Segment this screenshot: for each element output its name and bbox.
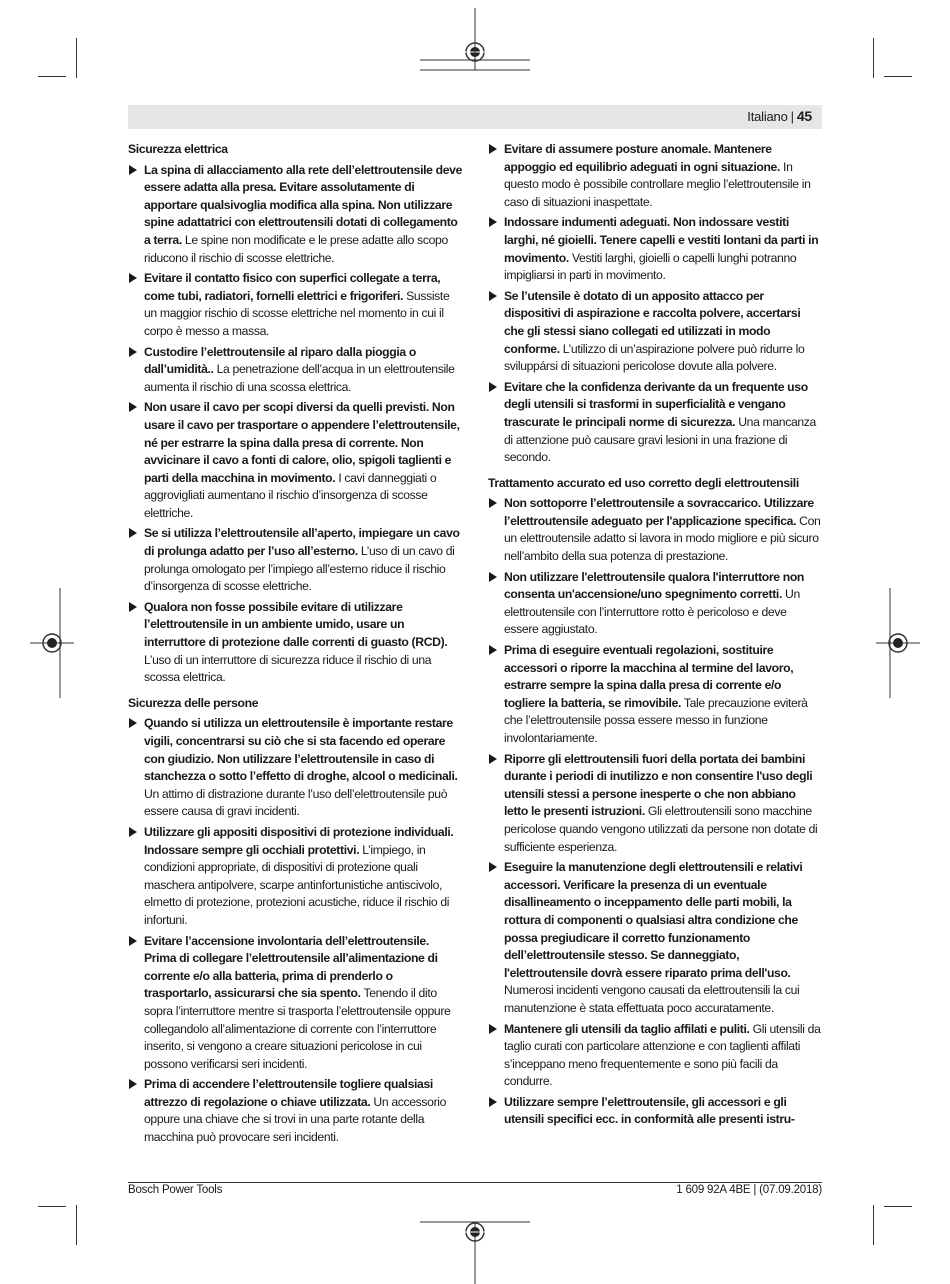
safety-instruction-item <box>128 933 462 1074</box>
crop-mark <box>76 1205 77 1245</box>
instruction-explanation: Vestiti larghi, gioielli o capelli lunghi potranno impigliarsi in parti in movimento. <box>504 250 797 283</box>
triangle-bullet-icon <box>129 402 137 412</box>
instruction-explanation: Un attimo di distrazione durante l’uso dell’elettroutensile può essere causa di gravi incidenti. <box>144 786 448 819</box>
instruction-heading: Utilizzare sempre l’elettroutensile, gli accessori e gli utensili specifici ecc. in conformità alle presenti istru- <box>504 1094 795 1127</box>
safety-instruction-item <box>128 599 462 687</box>
instruction-heading: Se l’utensile è dotato di un apposito attacco per dispositivi di aspirazione e raccolta polvere, accertarsi che gli stessi siano collegati ed utilizzati in modo conforme. <box>504 288 801 356</box>
instruction-heading: Prima di eseguire eventuali regolazioni, sostituire accessori o riporre la macchina al termine del lavoro, estrarre sempre la spina dalla presa di corrente e/o togliere la batteria, se rimovibile. <box>504 643 794 710</box>
triangle-bullet-icon <box>489 862 497 872</box>
tool-use-care-list <box>488 495 822 1129</box>
safety-instruction-item <box>488 379 822 467</box>
instruction-heading: Evitare che la confidenza derivante da un frequente uso degli utensili si trasformi in superficialità e vengano trascurate le principali norme di sicurezza. <box>504 379 808 429</box>
safety-instruction-item <box>128 344 462 397</box>
triangle-bullet-icon <box>129 602 137 612</box>
triangle-bullet-icon <box>129 1079 137 1089</box>
instruction-heading: Evitare l’accensione involontaria dell’elettroutensile. Prima di collegare l’elettroutensile all’alimentazione di corrente e/o alla batteria, prima di prenderlo o trasportarlo, assicurarsi che sia spento. <box>144 933 438 1001</box>
safety-instruction-item <box>488 1021 822 1091</box>
page-header-text <box>747 108 812 124</box>
instruction-explanation: L’uso di un cavo di prolunga omologato per l’impiego all’esterno riduce il rischio d’insorgenza di scosse elettriche. <box>144 544 455 594</box>
triangle-bullet-icon <box>489 1097 497 1107</box>
instruction-explanation: L’utilizzo di un’aspirazione polvere può ridurre lo sviluppársi di situazioni pericolose dovute alla polvere. <box>504 341 805 374</box>
triangle-bullet-icon <box>129 273 137 283</box>
page-number: 45 <box>796 108 812 124</box>
crop-mark <box>873 1205 874 1245</box>
instruction-explanation: Sussiste un maggior rischio di scosse elettriche nel momento in cui il corpo è messo a massa. <box>144 288 450 338</box>
left-column <box>128 141 462 1150</box>
triangle-bullet-icon <box>489 645 497 655</box>
instruction-heading: Se si utilizza l’elettroutensile all’aperto, impiegare un cavo di prolunga adatto per l’uso all’esterno. <box>144 526 460 559</box>
triangle-bullet-icon <box>489 754 497 764</box>
crop-mark <box>884 1206 912 1207</box>
registration-mark-icon <box>420 8 530 98</box>
instruction-heading: Non utilizzare l'elettroutensile qualora l'interruttore non consenta un'accensione/uno spegnimento corretti. <box>504 569 805 602</box>
triangle-bullet-icon <box>129 827 137 837</box>
safety-instruction-item <box>128 1076 462 1146</box>
instruction-explanation: Tale precauzione eviterà che l’elettroutensile possa essere messo in funzione involontariamente. <box>504 695 808 745</box>
instruction-explanation: La penetrazione dell’acqua in un elettroutensile aumenta il rischio di una scossa elettrica. <box>144 362 455 394</box>
triangle-bullet-icon <box>489 217 497 227</box>
instruction-heading: Qualora non fosse possibile evitare di utilizzare l’elettroutensile in un ambiente umido, usare un interruttore di protezione dalle correnti di guasto (RCD). <box>144 599 448 650</box>
safety-instruction-item <box>128 270 462 340</box>
crop-mark <box>884 76 912 77</box>
right-column <box>488 141 822 1132</box>
footer-doc-info: 1 609 92A 4BE | (07.09.2018) <box>676 1184 822 1196</box>
instruction-explanation: L’impiego, in condizioni appropriate, di dispositivi di protezione quali maschera antipolvere, scarpe antinfortunistiche antiscivolo, elmetto di protezione, protezioni acustiche, riduce il rischio di infortuni. <box>144 842 450 927</box>
header-separator: | <box>790 109 794 124</box>
language-label: Italiano <box>747 109 788 124</box>
triangle-bullet-icon <box>489 572 497 582</box>
instruction-heading: Quando si utilizza un elettroutensile è importante restare vigili, concentrarsi su ciò che si sta facendo ed operare con giudizio. Non utilizzare l’elettroutensile in caso di stanchezza o sotto l’effetto di droghe, alcool o medicinali. <box>144 716 458 784</box>
registration-mark-icon <box>420 1212 530 1284</box>
instruction-heading: La spina di allacciamento alla rete dell’elettroutensile deve essere adatta alla presa. Evitare assolutamente di apportare qualsivoglia modifica alla spina. Non utilizzare spine adattatrici con elettroutensili dotati di collegamento a terra. <box>144 162 462 247</box>
instruction-heading: Prima di accendere l’elettroutensile togliere qualsiasi attrezzo di regolazione o chiave utilizzata. <box>144 1077 433 1109</box>
triangle-bullet-icon <box>129 528 137 538</box>
safety-instruction-item <box>488 1094 822 1129</box>
footer-divider <box>128 1182 822 1183</box>
triangle-bullet-icon <box>129 347 137 357</box>
safety-instruction-item <box>128 162 462 268</box>
instruction-heading: Evitare il contatto fisico con superfici collegate a terra, come tubi, radiatori, fornelli elettrici e frigoriferi. <box>144 271 441 303</box>
crop-mark <box>873 38 874 78</box>
instruction-explanation: Le spine non modificate e le prese adatte allo scopo riducono il rischio di scosse elettriche. <box>144 232 448 265</box>
instruction-heading: Non sottoporre l’elettroutensile a sovraccarico. Utilizzare l’elettroutensile adeguato per l'applicazione specifica. <box>504 496 814 528</box>
crop-mark <box>38 76 66 77</box>
registration-mark-icon <box>876 588 920 698</box>
safety-instruction-item <box>488 569 822 639</box>
triangle-bullet-icon <box>129 718 137 728</box>
safety-instruction-item <box>488 141 822 211</box>
personal-safety-list-continued <box>488 141 822 467</box>
triangle-bullet-icon <box>129 936 137 946</box>
electrical-safety-list <box>128 162 462 687</box>
instruction-heading: Eseguire la manutenzione degli elettroutensili e relativi accessori. Verificare la presenza di un eventuale disallineamento o inceppamento delle parti mobili, la rottura di componenti o qualsiasi altra condizione che possa pregiudicare il corretto funzionamento dell’elettroutensile stesso. Se danneggiato, l'elettroutensile dovrà essere riparato prima dell'uso. <box>504 860 803 980</box>
instruction-heading: Evitare di assumere posture anomale. Mantenere appoggio ed equilibrio adeguati in ogni situazione. <box>504 142 781 174</box>
section-title-electrical-safety: Sicurezza elettrica <box>128 142 228 156</box>
safety-instruction-item <box>128 715 462 821</box>
instruction-heading: Riporre gli elettroutensili fuori della portata dei bambini durante i periodi di inutilizzo e non consentire l'uso degli utensili stessi a persone inesperte o che non abbiano letto le presenti istruzioni. <box>504 751 813 819</box>
instruction-heading: Indossare indumenti adeguati. Non indossare vestiti larghi, né gioielli. Tenere capelli e vestiti lontani da parti in movimento. <box>504 215 819 265</box>
instruction-heading: Mantenere gli utensili da taglio affilati e puliti. <box>504 1021 750 1036</box>
personal-safety-list <box>128 715 462 1146</box>
instruction-heading: Utilizzare gli appositi dispositivi di protezione individuali. Indossare sempre gli occhiali protettivi. <box>144 824 454 857</box>
instruction-explanation: Con un elettroutensile adatto si lavora in modo migliore e più sicuro nell’ambito della sua potenza di prestazione. <box>504 513 821 564</box>
safety-instruction-item <box>488 751 822 857</box>
triangle-bullet-icon <box>489 291 497 301</box>
safety-instruction-item <box>128 824 462 930</box>
instruction-explanation: Gli elettroutensili sono macchine pericolose quando vengono utilizzati da persone non dotate di sufficiente esperienza. <box>504 804 818 854</box>
instruction-explanation: Un accessorio oppure una chiave che si trovi in una parte rotante della macchina può provocare seri incidenti. <box>144 1094 447 1145</box>
safety-instruction-item <box>128 525 462 595</box>
safety-instruction-item <box>488 288 822 376</box>
instruction-explanation: In questo modo è possibile controllare meglio l’elettroutensile in caso di situazioni inaspettate. <box>504 159 811 209</box>
crop-mark <box>38 1206 66 1207</box>
instruction-explanation: I cavi danneggiati o aggrovigliati aumentano il rischio d’insorgenza di scosse elettriche. <box>144 470 437 520</box>
safety-instruction-item <box>128 399 462 522</box>
section-title-tool-use-care: Trattamento accurato ed uso corretto degli elettroutensili <box>488 475 799 490</box>
instruction-heading: Custodire l’elettroutensile al riparo dalla pioggia o dall’umidità.. <box>144 344 416 377</box>
safety-instruction-item <box>488 642 822 748</box>
instruction-explanation: Numerosi incidenti vengono causati da elettroutensili la cui manutenzione è stata effettuata poco accuratamente. <box>504 983 800 1015</box>
footer-publisher: Bosch Power Tools <box>128 1184 223 1196</box>
triangle-bullet-icon <box>489 498 497 508</box>
instruction-explanation: Una mancanza di attenzione può causare gravi lesioni in una frazione di secondo. <box>504 414 816 465</box>
registration-mark-icon <box>30 588 74 698</box>
crop-mark <box>76 38 77 78</box>
triangle-bullet-icon <box>489 1024 497 1034</box>
section-title-personal-safety: Sicurezza delle persone <box>128 695 259 710</box>
triangle-bullet-icon <box>489 382 497 392</box>
safety-instruction-item <box>488 495 822 565</box>
instruction-explanation: Tenendo il dito sopra l’interruttore mentre si trasporta l’elettroutensile oppure collegandolo all’alimentazione di corrente con l’interruttore inserito, si vengono a creare situazioni pericolose in cui possono verificarsi seri incidenti. <box>144 986 451 1071</box>
page-header <box>128 105 822 129</box>
safety-instruction-item <box>488 214 822 284</box>
instruction-explanation: L’uso di un interruttore di sicurezza riduce il rischio di una scossa elettrica. <box>144 652 432 685</box>
triangle-bullet-icon <box>129 165 137 175</box>
safety-instruction-item <box>488 859 822 1017</box>
instruction-explanation: Gli utensili da taglio curati con particolare attenzione e con taglienti affilati s’inceppano meno frequentemente e sono più facili da condurre. <box>504 1021 821 1089</box>
instruction-heading: Non usare il cavo per scopi diversi da quelli previsti. Non usare il cavo per trasportare o appendere l’elettroutensile, né per estrarre la spina dalla presa di corrente. Non avvicinare il cavo a fonti di calore, olio, spigoli taglienti e parti della macchina in movimento. <box>144 400 460 485</box>
triangle-bullet-icon <box>489 144 497 154</box>
instruction-explanation: Un elettroutensile con l’interruttore rotto è pericoloso e deve essere aggiustato. <box>504 587 800 637</box>
